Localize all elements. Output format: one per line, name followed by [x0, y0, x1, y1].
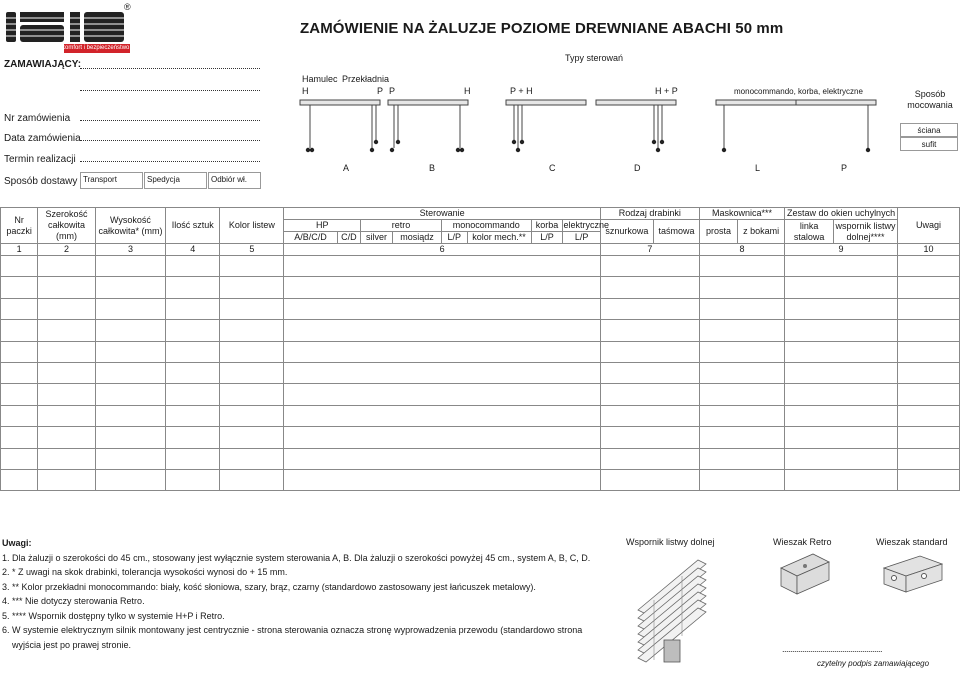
table-cell[interactable] — [166, 298, 220, 319]
table-cell[interactable] — [699, 277, 784, 298]
table-cell[interactable] — [785, 277, 898, 298]
header-sznurkowa: sznurkowa — [600, 220, 653, 244]
letter-l: L — [755, 163, 761, 173]
table-cell[interactable] — [220, 256, 284, 277]
retro-hanger-icon — [775, 550, 835, 600]
table-cell[interactable] — [95, 256, 165, 277]
col-number-3: 3 — [95, 244, 165, 256]
table-cell[interactable] — [220, 448, 284, 469]
table-cell[interactable] — [785, 405, 898, 426]
header-abcd: A/B/C/D — [284, 232, 337, 244]
letter-c: C — [549, 163, 556, 173]
table-cell[interactable] — [600, 427, 699, 448]
col-number-7: 7 — [600, 244, 699, 256]
table-cell[interactable] — [220, 362, 284, 383]
notes-heading: Uwagi: — [2, 538, 32, 548]
order-no-field[interactable] — [80, 120, 260, 121]
table-cell[interactable] — [898, 362, 960, 383]
table-cell[interactable] — [38, 427, 96, 448]
table-cell[interactable] — [95, 469, 165, 490]
table-cell[interactable] — [284, 469, 600, 490]
header-korba-lp: L/P — [531, 232, 563, 244]
table-cell[interactable] — [284, 298, 600, 319]
table-cell[interactable] — [284, 277, 600, 298]
table-cell[interactable] — [600, 469, 699, 490]
table-cell[interactable] — [785, 362, 898, 383]
order-table — [0, 207, 960, 491]
order-no-label: Nr zamówienia — [4, 113, 71, 124]
table-cell[interactable] — [95, 384, 165, 405]
table-row — [1, 320, 960, 341]
header-hp: HP — [284, 220, 361, 232]
table-cell[interactable] — [1, 469, 38, 490]
table-cell[interactable] — [38, 448, 96, 469]
table-cell[interactable] — [785, 256, 898, 277]
table-cell[interactable] — [284, 320, 600, 341]
table-cell[interactable] — [38, 341, 96, 362]
code-l: monocommando, korba, elektryczne — [734, 87, 863, 96]
col-number-9: 9 — [785, 244, 898, 256]
letter-p: P — [841, 163, 848, 173]
table-cell[interactable] — [220, 405, 284, 426]
code-c: P + H — [510, 86, 533, 96]
code-d: H + P — [655, 86, 678, 96]
table-cell[interactable] — [95, 298, 165, 319]
header-prosta: prosta — [699, 220, 737, 244]
table-cell[interactable] — [166, 405, 220, 426]
table-cell[interactable] — [38, 384, 96, 405]
table-cell[interactable] — [785, 427, 898, 448]
table-cell[interactable] — [284, 256, 600, 277]
table-cell[interactable] — [600, 256, 699, 277]
table-cell[interactable] — [166, 341, 220, 362]
table-cell[interactable] — [699, 427, 784, 448]
control-type-diagram — [296, 96, 886, 158]
ordering-field[interactable] — [80, 68, 260, 69]
table-cell[interactable] — [699, 405, 784, 426]
header-korba: korba — [531, 220, 563, 232]
note-2: 2. * Z uwagi na skok drabinki, tolerancja wysokości wynosi do + 15 mm. — [2, 567, 288, 577]
table-cell[interactable] — [785, 384, 898, 405]
standard-hanger-icon — [880, 552, 948, 602]
control-types-heading: Typy sterowań — [565, 53, 624, 63]
table-cell[interactable] — [785, 320, 898, 341]
header-zbokami: z bokami — [738, 220, 785, 244]
col-number-1: 1 — [1, 244, 38, 256]
table-cell[interactable] — [166, 384, 220, 405]
table-cell[interactable] — [1, 256, 38, 277]
table-cell[interactable] — [166, 427, 220, 448]
col-number-8: 8 — [699, 244, 784, 256]
table-cell[interactable] — [284, 448, 600, 469]
header-zestaw: Zestaw do okien uchylnych — [785, 208, 898, 220]
header-mask: Maskownica*** — [699, 208, 784, 220]
header-color: Kolor listew — [220, 208, 284, 244]
table-cell[interactable] — [284, 362, 600, 383]
table-cell[interactable] — [220, 427, 284, 448]
table-cell[interactable] — [1, 277, 38, 298]
table-cell[interactable] — [220, 320, 284, 341]
table-cell[interactable] — [220, 341, 284, 362]
table-cell[interactable] — [1, 298, 38, 319]
table-row — [1, 405, 960, 426]
header-mono-lp: L/P — [442, 232, 468, 244]
header-nr: Nr paczki — [1, 208, 38, 244]
table-cell[interactable] — [1, 448, 38, 469]
table-cell[interactable] — [1, 320, 38, 341]
table-cell[interactable] — [699, 341, 784, 362]
table-cell[interactable] — [166, 469, 220, 490]
table-cell[interactable] — [699, 469, 784, 490]
table-row — [1, 341, 960, 362]
table-cell[interactable] — [166, 320, 220, 341]
table-cell[interactable] — [95, 405, 165, 426]
table-cell[interactable] — [699, 298, 784, 319]
table-cell[interactable] — [166, 448, 220, 469]
table-cell[interactable] — [1, 384, 38, 405]
table-cell[interactable] — [699, 320, 784, 341]
table-cell[interactable] — [1, 341, 38, 362]
signature-label: czytelny podpis zamawiającego — [817, 659, 930, 668]
table-cell[interactable] — [785, 469, 898, 490]
header-control: Sterowanie — [284, 208, 600, 220]
table-cell[interactable] — [785, 448, 898, 469]
header-wspornik: wspornik listwy dolnej**** — [835, 220, 896, 242]
table-cell[interactable] — [898, 405, 960, 426]
col-number-2: 2 — [38, 244, 96, 256]
signature-line[interactable]: .................................................. — [782, 644, 883, 654]
table-cell[interactable] — [785, 341, 898, 362]
deadline-field[interactable] — [80, 161, 260, 162]
bottom-rail-bracket-icon — [628, 550, 768, 668]
table-cell[interactable] — [220, 384, 284, 405]
table-cell[interactable] — [38, 405, 96, 426]
gear-label: Przekładnia — [342, 74, 390, 84]
table-cell[interactable] — [38, 298, 96, 319]
table-cell[interactable] — [699, 256, 784, 277]
header-height: Wysokość całkowita* (mm) — [95, 208, 165, 244]
table-row — [1, 256, 960, 277]
illustration-retro-label: Wieszak Retro — [773, 537, 832, 547]
table-cell[interactable] — [95, 427, 165, 448]
col-number-6: 6 — [284, 244, 600, 256]
brake-label: Hamulec — [302, 74, 338, 84]
table-row — [1, 362, 960, 383]
ordering-label: ZAMAWIAJĄCY: — [4, 59, 82, 70]
brand-tagline: komfort i bezpieczeństwo — [62, 45, 130, 51]
header-tasmowa: taśmowa — [654, 220, 700, 244]
table-row — [1, 277, 960, 298]
header-retro: retro — [361, 220, 442, 232]
table-cell[interactable] — [38, 277, 96, 298]
table-cell[interactable] — [284, 405, 600, 426]
note-4: 4. *** Nie dotyczy sterowania Retro. — [2, 596, 145, 606]
order-date-field[interactable] — [80, 140, 260, 141]
col-number-10: 10 — [898, 244, 960, 256]
mounting-heading-2: mocowania — [907, 100, 953, 110]
table-cell[interactable] — [600, 405, 699, 426]
header-qty: Ilość sztuk — [166, 208, 220, 244]
header-mono: monocommando — [442, 220, 531, 232]
table-cell[interactable] — [898, 448, 960, 469]
delivery-option-spedycja[interactable]: Spedycja — [144, 172, 207, 189]
table-cell[interactable] — [898, 277, 960, 298]
table-cell[interactable] — [898, 320, 960, 341]
table-row — [1, 469, 960, 490]
note-6-cont: wyjścia jest po prawej stronie. — [12, 639, 132, 650]
table-row — [1, 384, 960, 405]
letter-d: D — [634, 163, 641, 173]
letter-b: B — [429, 163, 436, 173]
illustration-bracket-label: Wspornik listwy dolnej — [626, 537, 715, 547]
note-5: 5. **** Wspornik dostępny tylko w systemie H+P i Retro. — [2, 610, 225, 621]
delivery-option-odbior[interactable]: Odbiór wł. — [208, 172, 261, 189]
notes-block — [2, 536, 622, 652]
note-1: 1. Dla żaluzji o szerokości do 45 cm., stosowany jest wyłącznie system sterowania A, B. Dla żaluzji o szerokości powyżej 45 cm., system A, B, C, D. — [2, 552, 591, 563]
header-elek: elektryczne — [563, 220, 609, 230]
table-cell[interactable] — [38, 362, 96, 383]
table-row — [1, 448, 960, 469]
table-cell[interactable] — [600, 384, 699, 405]
page-title: ZAMÓWIENIE NA ŻALUZJE POZIOME DREWNIANE ABACHI 50 mm — [300, 20, 784, 37]
table-cell[interactable] — [95, 448, 165, 469]
table-cell[interactable] — [898, 341, 960, 362]
table-cell[interactable] — [95, 277, 165, 298]
deadline-label: Termin realizacji — [4, 154, 76, 165]
delivery-label: Sposób dostawy — [4, 176, 78, 187]
table-cell[interactable] — [1, 427, 38, 448]
table-cell[interactable] — [95, 362, 165, 383]
mounting-option-ceiling[interactable]: sufit — [900, 137, 958, 151]
table-cell[interactable] — [898, 256, 960, 277]
table-cell[interactable] — [220, 298, 284, 319]
registered-mark: ® — [124, 2, 131, 12]
table-cell[interactable] — [600, 277, 699, 298]
table-cell[interactable] — [898, 384, 960, 405]
table-row — [1, 427, 960, 448]
table-cell[interactable] — [699, 384, 784, 405]
table-cell[interactable] — [898, 298, 960, 319]
table-cell[interactable] — [699, 362, 784, 383]
table-cell[interactable] — [284, 384, 600, 405]
table-cell[interactable] — [220, 469, 284, 490]
header-mosiadz: mosiądz — [393, 232, 442, 244]
header-elek-lp: L/P — [563, 232, 600, 244]
table-cell[interactable] — [166, 362, 220, 383]
order-date-label: Data zamówienia — [4, 133, 81, 144]
table-cell[interactable] — [95, 320, 165, 341]
table-row — [1, 298, 960, 319]
table-cell[interactable] — [284, 427, 600, 448]
header-silver: silver — [361, 232, 393, 244]
table-cell[interactable] — [166, 256, 220, 277]
header-ladder: Rodzaj drabinki — [600, 208, 699, 220]
header-width: Szerokość całkowita (mm) — [38, 208, 96, 244]
header-linka: linka stalowa — [785, 220, 834, 244]
table-cell[interactable] — [600, 448, 699, 469]
table-cell[interactable] — [166, 277, 220, 298]
table-cell[interactable] — [38, 469, 96, 490]
note-6: 6. W systemie elektrycznym silnik montowany jest centrycznie - strona sterowania oznacza stronę wyprowadzenia przewodu (standardowo strona — [2, 625, 583, 635]
table-cell[interactable] — [95, 341, 165, 362]
note-3: 3. ** Kolor przekładni monocommando: biały, kość słoniowa, szary, brąz, czarny (standardowo zastosowany jest łańcuszek metalowy). — [2, 581, 536, 592]
illustration-standard-label: Wieszak standard — [876, 537, 948, 547]
ordering-field-2[interactable] — [80, 90, 260, 91]
table-cell[interactable] — [284, 341, 600, 362]
code-b-h: H — [464, 86, 471, 96]
table-cell[interactable] — [600, 362, 699, 383]
table-cell[interactable] — [898, 427, 960, 448]
table-cell[interactable] — [1, 405, 38, 426]
code-a-h: H — [302, 86, 309, 96]
table-cell[interactable] — [600, 298, 699, 319]
col-number-4: 4 — [166, 244, 220, 256]
table-cell[interactable] — [600, 320, 699, 341]
letter-a: A — [343, 163, 350, 173]
code-a-p: P — [377, 86, 384, 96]
mounting-heading-1: Sposób — [914, 89, 946, 99]
table-cell[interactable] — [785, 298, 898, 319]
table-cell[interactable] — [38, 320, 96, 341]
header-kolormech: kolor mech.** — [467, 232, 531, 244]
table-cell[interactable] — [220, 277, 284, 298]
header-cd: C/D — [337, 232, 360, 244]
delivery-option-transport[interactable]: Transport — [80, 172, 143, 189]
col-number-5: 5 — [220, 244, 284, 256]
table-cell[interactable] — [600, 341, 699, 362]
table-cell[interactable] — [1, 362, 38, 383]
table-cell[interactable] — [38, 256, 96, 277]
header-uwagi: Uwagi — [898, 208, 960, 244]
code-b-p: P — [389, 86, 396, 96]
table-cell[interactable] — [699, 448, 784, 469]
table-cell[interactable] — [898, 469, 960, 490]
mounting-option-wall[interactable]: ściana — [900, 123, 958, 137]
